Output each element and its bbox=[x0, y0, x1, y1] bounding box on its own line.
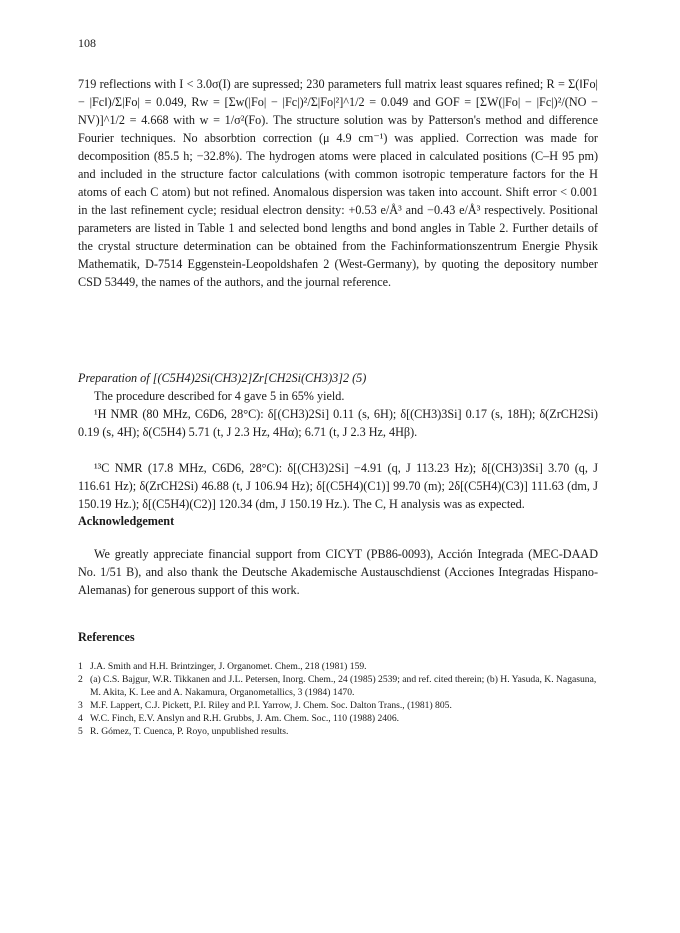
experimental-paragraph: 719 reflections with I < 3.0σ(I) are supressed; 230 parameters full matrix least squares refined; R = Σ(‖Fo| − |Fc‖)/Σ|Fo| = 0.049, Rw = [Σw(|Fo| − |Fc|)²/Σ|Fo|²]^1/2 = 0.049 and GOF = [ΣW(|Fo| − |Fc|)²/(NO − NV)]^1/2 = 4.668 with w = 1/σ²(Fo). The structure solution was by Patterson's method and difference Fourier techniques. No absorbtion correction (μ 4.9 cm⁻¹) was applied. Correction was made for decomposition (85.5 h; −32.8%). The hydrogen atoms were placed in calculated positions (C–H 95 pm) and included in the structure factor calculations (with common isotropic temperature factors for the H atoms of each C atom) but not refined. Anomalous dispersion was taken into account. Shift error < 0.001 in the last refinement cycle; residual electron density: +0.53 e/Å³ and −0.43 e/Å³ respectively. Positional parameters are listed in Table 1 and selected bond lengths and bond angles in Table 2. Further details of the crystal structure determination can be obtained from the Fachinformationszentrum Energie Physik Mathematik, D-7514 Eggenstein-Leopoldshafen 2 (West-Germany), by quoting the depository number CSD 53449, the names of the authors, and the journal reference. bbox=[78, 77, 598, 289]
acknowledgement-heading: Acknowledgement bbox=[78, 514, 175, 528]
reference-item bbox=[78, 712, 598, 725]
h-nmr-data: ¹H NMR (80 MHz, C6D6, 28°C): δ[(CH3)2Si] 0.11 (s, 6H); δ[(CH3)3Si] 0.17 (s, 18H); δ(ZrCH2Si) 0.19 (s, 4H); δ(C5H4) 5.71 (t, J 2.3 Hz, 4Hα); 6.71 (t, J 2.3 Hz, 4Hβ). bbox=[78, 407, 598, 439]
reference-item bbox=[78, 699, 598, 712]
c-nmr-data: ¹³C NMR (17.8 MHz, C6D6, 28°C): δ[(CH3)2Si] −4.91 (q, J 113.23 Hz); δ[(CH3)3Si] 3.70 (q, J 116.61 Hz); δ(ZrCH2Si) 46.88 (t, J 106.94 Hz); δ[(C5H4)(C1)] 99.70 (m); 2δ[(C5H4)(C3)] 111.63 (dm, J 150.19 Hz.); δ[(C5H4)(C2)] 120.34 (dm, J 150.19 Hz.). The C, H analysis was as expected. bbox=[78, 461, 598, 511]
reference-item bbox=[78, 673, 598, 699]
reference-number: 3 bbox=[78, 700, 83, 711]
reference-text: R. Gómez, T. Cuenca, P. Royo, unpublished results. bbox=[90, 726, 289, 737]
reference-item bbox=[78, 725, 598, 738]
reference-item bbox=[78, 660, 598, 673]
reference-text: W.C. Finch, E.V. Anslyn and R.H. Grubbs, J. Am. Chem. Soc., 110 (1988) 2406. bbox=[90, 713, 400, 724]
reference-number: 2 bbox=[78, 674, 83, 685]
acknowledgement-text: We greatly appreciate financial support from CICYT (PB86-0093), Acción Integrada (MEC-DAAD No. 1/51 B), and also thank the Deutsche Akademische Austauschdienst (Acciones Integradas Hispano-Alemanas) for generous support of this work. bbox=[78, 547, 598, 597]
reference-number: 1 bbox=[78, 661, 83, 672]
preparation-text: The procedure described for 4 gave 5 in 65% yield. bbox=[94, 389, 345, 403]
reference-number: 5 bbox=[78, 726, 83, 737]
reference-list bbox=[78, 660, 598, 738]
references-heading: References bbox=[78, 630, 135, 644]
page-number: 108 bbox=[78, 36, 96, 50]
reference-text: J.A. Smith and H.H. Brintzinger, J. Organomet. Chem., 218 (1981) 159. bbox=[90, 661, 367, 672]
preparation-title: Preparation of [(C5H4)2Si(CH3)2]Zr[CH2Si(CH3)3]2 (5) bbox=[78, 371, 367, 385]
reference-text: M.F. Lappert, C.J. Pickett, P.I. Riley and P.I. Yarrow, J. Chem. Soc. Dalton Trans., (1981) 805. bbox=[90, 700, 452, 711]
reference-text: (a) C.S. Bajgur, W.R. Tikkanen and J.L. Petersen, Inorg. Chem., 24 (1985) 2539; and ref. cited therein; (b) H. Yasuda, K. Nagasuna, M. Akita, K. Lee and A. Nakamura, Organometallics, 3 (1984) 1470. bbox=[90, 674, 597, 698]
reference-number: 4 bbox=[78, 713, 83, 724]
